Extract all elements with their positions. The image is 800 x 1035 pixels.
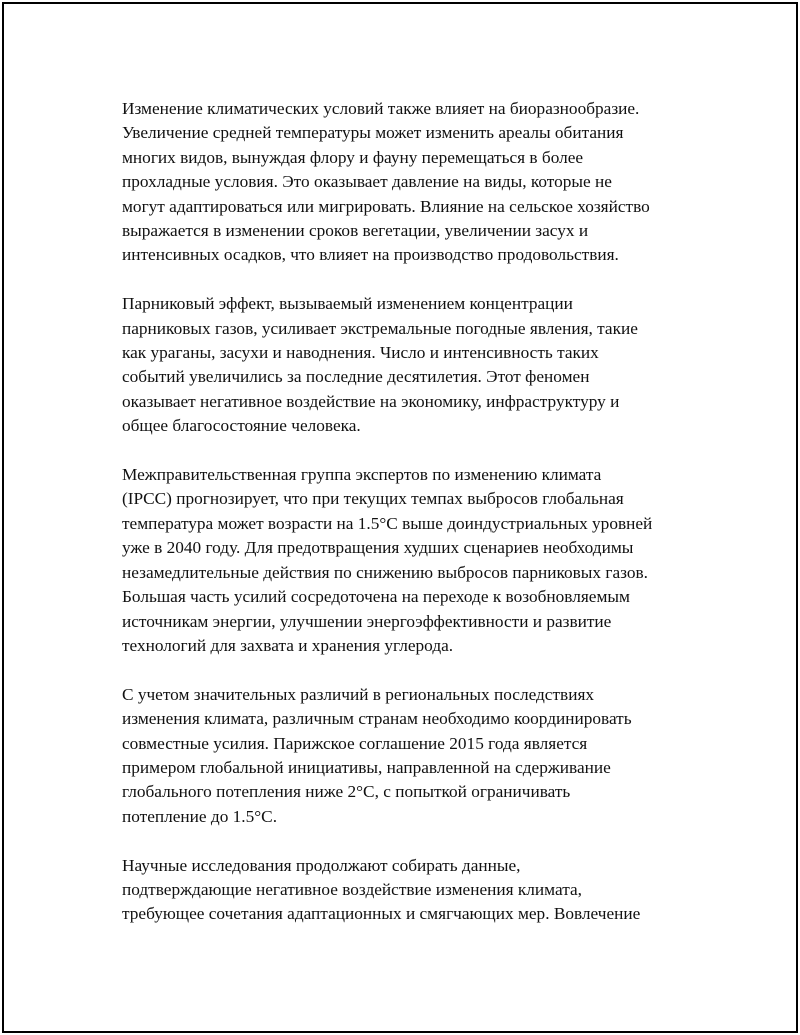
text-line: парниковых газов, усиливает экстремальные погодные явления, такие — [122, 318, 638, 338]
text-line: Межправительственная группа экспертов по изменению климата — [122, 465, 602, 485]
text-line: температура может возрасти на 1.5°C выше доиндустриальных уровней — [122, 513, 653, 533]
document-body — [122, 97, 702, 951]
paragraph-biodiversity — [122, 97, 702, 268]
text-line: технологий для захвата и хранения углерода. — [122, 635, 454, 655]
text-line: потепление до 1.5°C. — [122, 806, 278, 826]
text-line: прохладные условия. Это оказывает давление на виды, которые не — [122, 172, 612, 192]
paragraph-ipcc-forecast — [122, 463, 702, 658]
text-line: Увеличение средней температуры может изменить ареалы обитания — [122, 123, 624, 143]
text-line: подтверждающие негативное воздействие изменения климата, — [122, 879, 582, 899]
paragraph-paris-agreement — [122, 683, 702, 829]
page-frame — [2, 2, 798, 1033]
text-line: требующее сочетания адаптационных и смягчающих мер. Вовлечение — [122, 904, 641, 924]
text-line: С учетом значительных различий в региональных последствиях — [122, 684, 595, 704]
text-line: выражается в изменении сроков вегетации, увеличении засух и — [122, 221, 589, 241]
text-line: могут адаптироваться или мигрировать. Влияние на сельское хозяйство — [122, 196, 650, 216]
text-line: оказывает негативное воздействие на экономику, инфраструктуру и — [122, 391, 620, 411]
text-line: Научные исследования продолжают собирать данные, — [122, 855, 521, 875]
text-line: (IPCC) прогнозирует, что при текущих темпах выбросов глобальная — [122, 489, 624, 509]
text-line: событий увеличились за последние десятилетия. Этот феномен — [122, 367, 590, 387]
text-line: примером глобальной инициативы, направленной на сдерживание — [122, 757, 611, 777]
text-line: интенсивных осадков, что влияет на производство продовольствия. — [122, 245, 619, 265]
text-line: изменения климата, различным странам необходимо координировать — [122, 709, 632, 729]
text-line: источникам энергии, улучшении энергоэффективности и развитие — [122, 611, 612, 631]
text-line: незамедлительные действия по снижению выбросов парниковых газов. — [122, 562, 648, 582]
text-line: как ураганы, засухи и наводнения. Число и интенсивность таких — [122, 343, 599, 363]
text-line: Изменение климатических условий также влияет на биоразнообразие. — [122, 99, 640, 118]
text-line: глобального потепления ниже 2°C, с попыткой ограничивать — [122, 782, 571, 802]
text-line: Большая часть усилий сосредоточена на переходе к возобновляемым — [122, 587, 630, 607]
text-line: общее благосостояние человека. — [122, 416, 361, 436]
text-line: совместные усилия. Парижское соглашение 2015 года является — [122, 733, 588, 753]
text-line: Парниковый эффект, вызываемый изменением концентрации — [122, 294, 573, 314]
paragraph-scientific-research — [122, 854, 702, 927]
text-line: многих видов, вынуждая флору и фауну перемещаться в более — [122, 147, 584, 167]
text-line: уже в 2040 году. Для предотвращения худших сценариев необходимы — [122, 538, 634, 558]
paragraph-greenhouse-effect — [122, 292, 702, 438]
